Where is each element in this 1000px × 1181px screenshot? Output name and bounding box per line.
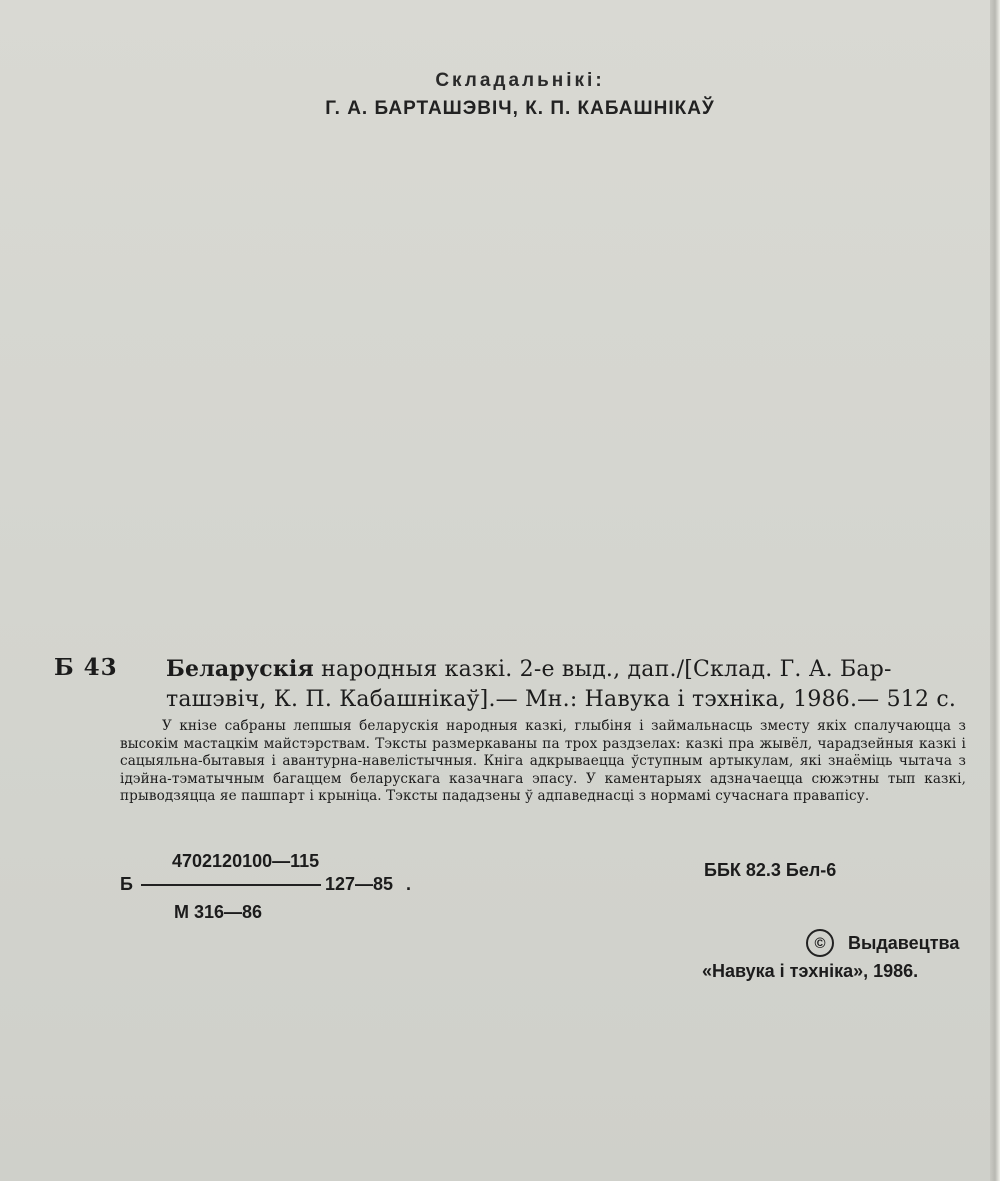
fraction-rule xyxy=(141,884,321,886)
catalog-code-numerator: 4702120100—115 xyxy=(172,851,320,871)
bibliographic-entry xyxy=(166,654,966,715)
catalog-code-prefix: Б xyxy=(120,874,133,894)
catalog-code-fraction xyxy=(120,874,411,895)
copyright-icon: © xyxy=(806,929,834,957)
copyright-label: Выдавецтва xyxy=(848,932,960,953)
bbk-code: ББК 82.3 Бел-6 xyxy=(704,860,837,880)
bibliographic-line-1 xyxy=(166,654,966,685)
bibliographic-description-1: народныя казкі. 2-е выд., дап./[Склад. Г. А. Бар- xyxy=(313,657,892,682)
copyright-line xyxy=(806,929,959,957)
catalog-code-denominator: М 316—86 xyxy=(174,902,263,922)
catalog-code-suffix: 127—85 xyxy=(324,874,393,894)
page-edge xyxy=(990,0,1000,1181)
catalog-code-dot: . xyxy=(406,874,412,894)
compilers-names: Г. А. БАРТАШЭВІЧ, К. П. КАБАШНІКАЎ xyxy=(325,98,715,119)
publisher-line: «Навука і тэхніка», 1986. xyxy=(702,961,919,981)
catalog-index: Б 43 xyxy=(54,654,118,681)
compilers-block xyxy=(0,70,1000,120)
book-title: Беларускія xyxy=(166,656,314,682)
annotation-paragraph: У кнізе сабраны лепшыя беларускія народныя казкі, глыбіня і займальнасць зместу якіх спалучаюцца з высокім мастацкім майстэрствам. Тэксты размеркаваны па трох раздзелах: казкі пра жывёл, чарадзейныя казкі і сацыяльна-бытавыя і авантурна-навелістычныя. Кніга адкрываецца ўступным артыкулам, які знаёміць чытача з ідэйна-тэматычным багаццем беларускага казачнага эпасу. У каментарыях адзначаецца сюжэтны тып казкі, прыводзяцца яе пашпарт і крыніца. Тэксты пададзены ў адпаведнасці з нормамі сучаснага правапісу. xyxy=(120,718,966,804)
compilers-label: Складальнікі: xyxy=(435,70,605,91)
bibliographic-line-2: ташэвіч, К. П. Кабашнікаў].— Мн.: Навука і тэхніка, 1986.— 512 с. xyxy=(166,687,957,712)
